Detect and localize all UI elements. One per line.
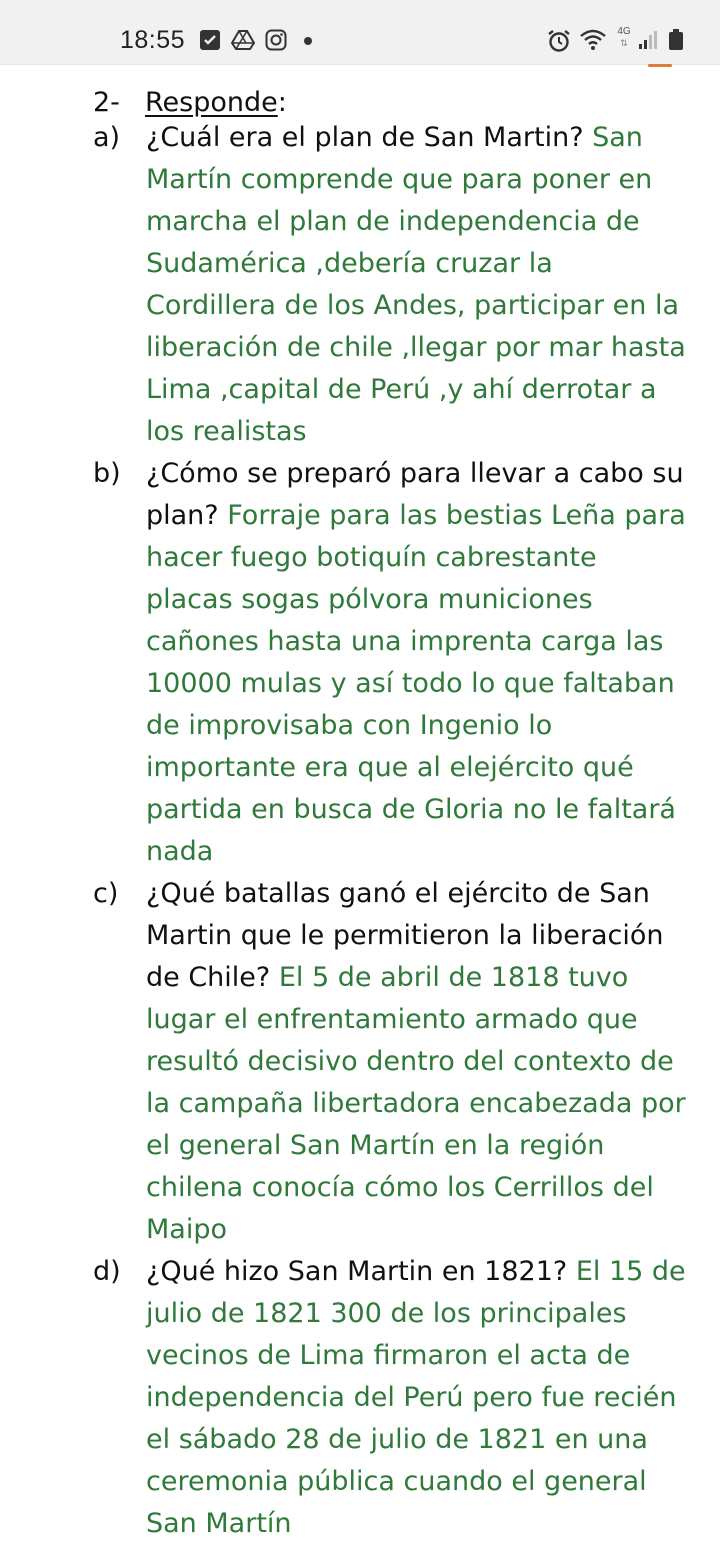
question-letter: d): [93, 1256, 121, 1287]
question-letter: b): [93, 458, 121, 489]
decorative-mark: [648, 64, 672, 67]
wifi-icon: [579, 28, 607, 56]
drive-icon: [231, 28, 255, 56]
question-item-a: [93, 117, 693, 453]
network-type-label: 4G: [617, 26, 631, 37]
instagram-icon: [264, 28, 288, 56]
question-letter: c): [93, 878, 119, 909]
notification-dot: [304, 37, 312, 45]
question-text: ¿Cuál era el plan de San Martin?: [146, 122, 584, 153]
status-bar: [0, 0, 720, 65]
question-text: ¿Cómo se preparó para llevar a cabo su plan?: [146, 458, 684, 531]
save-icon: [198, 28, 222, 56]
signal-icon: [637, 28, 661, 56]
question-item-b: [93, 453, 693, 873]
answer-text: El 5 de abril de 1818 tuvo lugar el enfrentamiento armado que resultó decisivo dentro del contexto de la campaña libertadora encabezada por el general San Martín en la región chilena conocía cómo los Cerrillos del Maipo: [146, 962, 686, 1245]
answer-text: El 15 de julio de 1821 300 de los principales vecinos de Lima firmaron el acta de independencia del Perú pero fue recién el sábado 28 de julio de 1821 en una ceremonia pública cuando el general San Martín: [146, 1256, 686, 1539]
alarm-icon: [546, 28, 572, 58]
question-item-c: [93, 873, 693, 1251]
heading-number: 2-: [93, 87, 120, 118]
data-arrows-icon: ⇅: [620, 39, 628, 49]
heading-label: Responde: [145, 87, 278, 118]
status-time: 18:55: [120, 26, 186, 54]
document-view[interactable]: [0, 64, 720, 1560]
question-text: ¿Qué batallas ganó el ejército de San Martin que le permitieron la liberación de Chile?: [146, 878, 664, 993]
question-letter: a): [93, 122, 121, 153]
answer-text: San Martín comprende que para poner en marcha el plan de independencia de Sudamérica ,debería cruzar la Cordillera de los Andes, participar en la liberación de chile ,llegar por mar hasta Lima ,capital de Perú ,y ahí derrotar a los realistas: [146, 122, 686, 447]
question-text: ¿Qué hizo San Martin en 1821?: [146, 1256, 568, 1287]
question-item-d: [93, 1251, 693, 1545]
heading-colon: :: [277, 87, 287, 118]
answer-text: Forraje para las bestias Leña para hacer fuego botiquín cabrestante placas sogas pólvora municiones cañones hasta una imprenta carga las 10000 mulas y así todo lo que faltaban de improvisaba con Ingenio lo importante era que al elejército qué partida en busca de Gloria no le faltará nada: [146, 500, 686, 867]
battery-icon: [667, 28, 685, 56]
